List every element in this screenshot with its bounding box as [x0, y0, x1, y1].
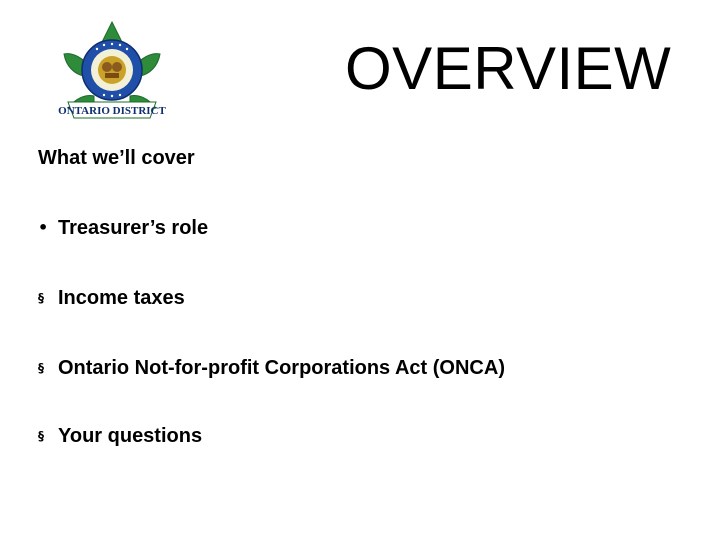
- list-item: [38, 424, 202, 448]
- list-item-text: Income taxes: [58, 287, 185, 309]
- slide-subtitle: What we’ll cover: [38, 147, 195, 169]
- bullet-icon: §: [38, 429, 44, 443]
- list-item: [38, 216, 208, 240]
- list-item-text: Your questions: [58, 425, 203, 447]
- list-item-text: Ontario Not-for-profit Corporations Act (ONCA): [58, 357, 505, 379]
- bullet-icon: §: [38, 361, 44, 375]
- list-item-text: Treasurer’s role: [58, 217, 209, 239]
- bullet-icon: •: [38, 218, 49, 237]
- list-item: [38, 286, 185, 310]
- slide-title: OVERVIEW: [345, 35, 672, 102]
- bullet-icon: §: [38, 291, 44, 305]
- ontario-district-logo-icon: [50, 18, 174, 124]
- list-item: [38, 356, 505, 380]
- svg-text:ONTARIO DISTRICT: ONTARIO DISTRICT: [58, 105, 166, 117]
